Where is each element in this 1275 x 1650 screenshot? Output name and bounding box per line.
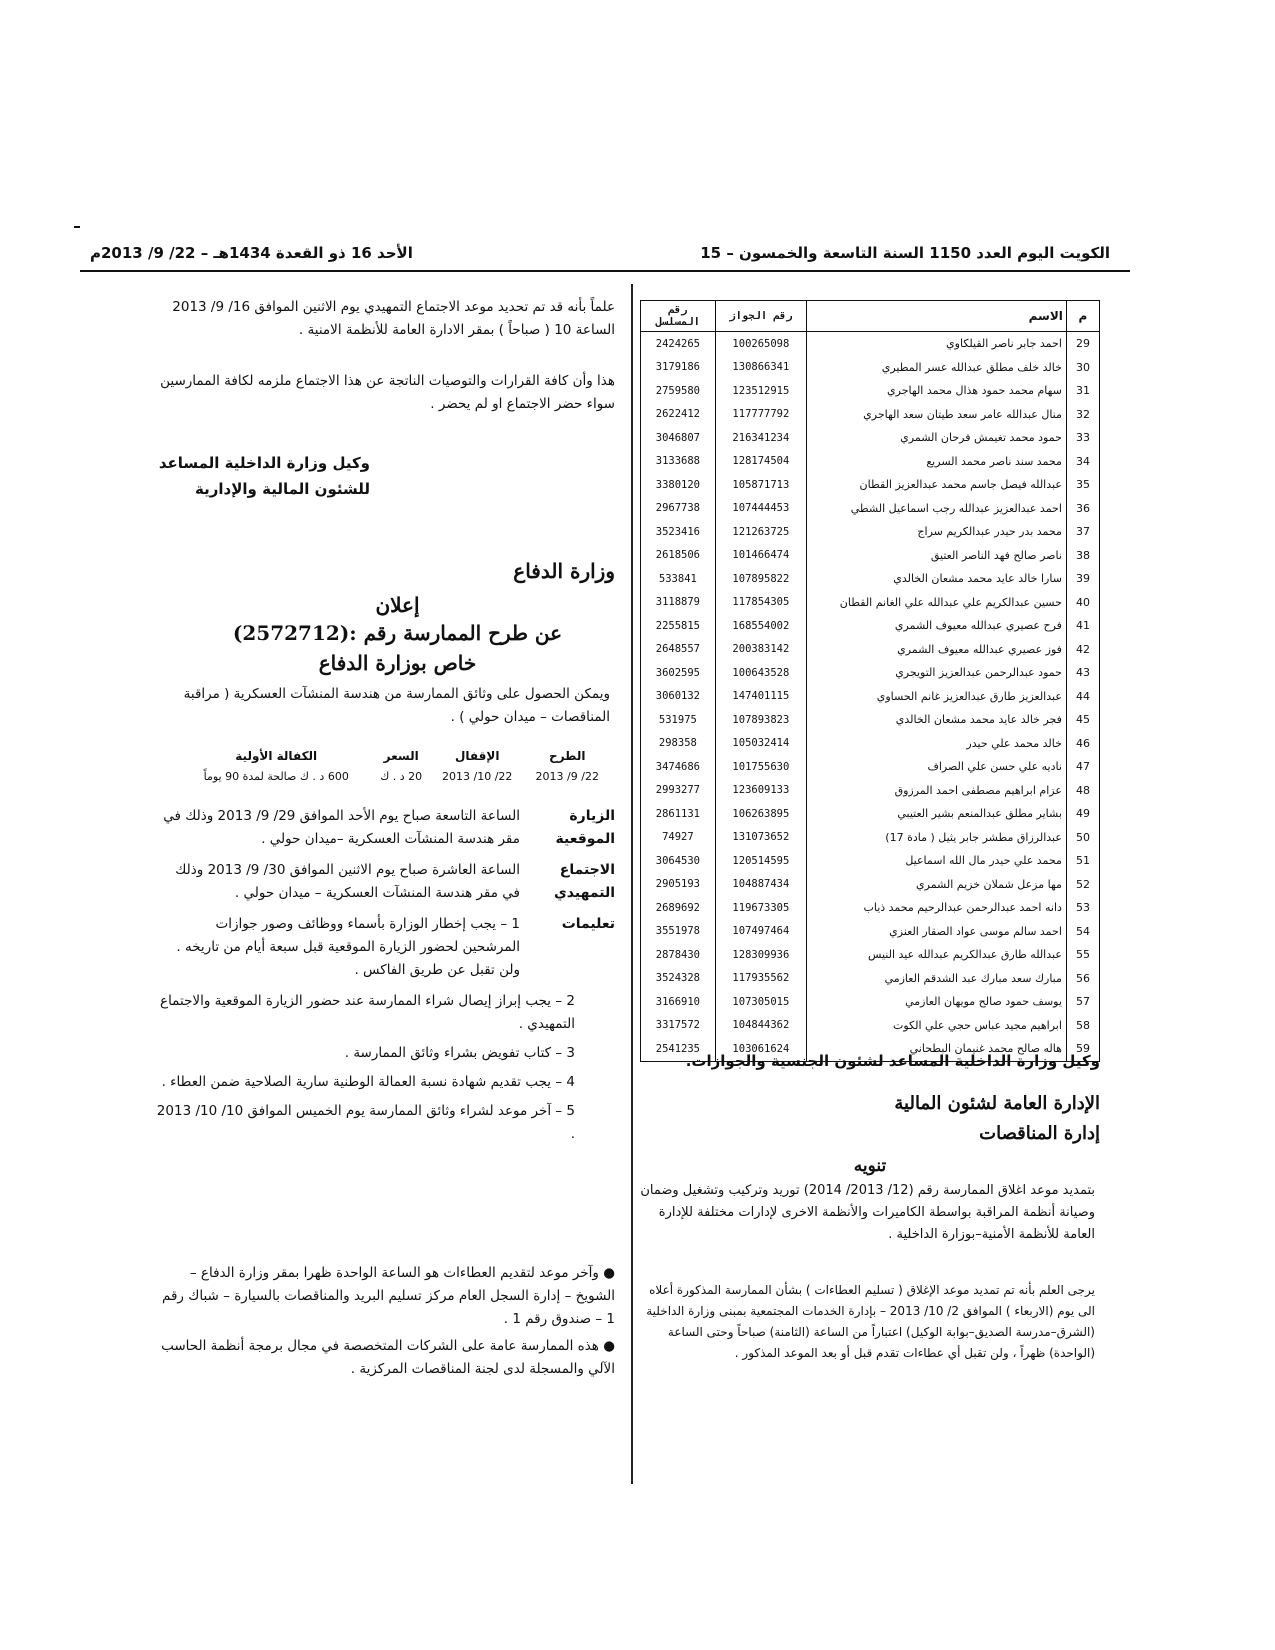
row-number: 49 [1066, 802, 1099, 826]
row-name: سارا خالد عايد محمد مشعان الخالدي [807, 567, 1067, 591]
row-serial: 3602595 [641, 661, 716, 685]
row-number: 43 [1066, 661, 1099, 685]
row-serial: 3179186 [641, 356, 716, 380]
notice-paragraph-2: يرجى العلم بأنه تم تمديد موعد الإغلاق ( تسليم العطاءات ) بشأن الممارسة المذكورة أعلاه الى يوم (الاربعاء ) الموافق 2/ 10/ 2013 – بإدارة الخدمات المجتمعية بمبنى وزارة الداخلية (الشرق–مدرسة الصديق–بوابة الوكيل) اعتباراً من الساعة (الثامنة) صباحاً وحتى الساعة (الواحدة) ظهراً ، ولن تقبل أي عطاءات تقدم قبل أو بعد الموعد المذكور . [646, 1283, 1095, 1360]
prebid-meeting-item [155, 859, 615, 905]
row-number: 29 [1066, 332, 1099, 356]
instructions-item [155, 913, 615, 982]
table-row [641, 403, 1100, 427]
row-name: ناديه علي حسن علي الصراف [807, 755, 1067, 779]
row-number: 57 [1066, 990, 1099, 1014]
row-civil-id: 100265098 [715, 332, 806, 356]
row-name: ناصر صالح فهد الناصر العتيق [807, 544, 1067, 568]
row-number: 30 [1066, 356, 1099, 380]
row-serial: 3064530 [641, 849, 716, 873]
notice-paragraph-1: بتمديد موعد اغلاق الممارسة رقم (12/ 2013/ 2014) توريد وتركيب وتشغيل وضمان وصيانة أنظمة المراقبة بواسطة الكاميرات والأنظمة الاخرى لإدارات مختلفة للإدارة العامة للأنظمة الأمنية–بوزارة الداخلية . [640, 1183, 1095, 1242]
announcement-body: ويمكن الحصول على وثائق الممارسة من هندسة المنشآت العسكرية ( مراقبة المناقصات – ميدان حولي ) . [183, 686, 610, 725]
table-row [641, 661, 1100, 685]
row-serial: 3524328 [641, 967, 716, 991]
row-name: يوسف حمود صالح مويهان العازمي [807, 990, 1067, 1014]
dept-finance: الإدارة العامة لشئون المالية [894, 1093, 1100, 1114]
table-row [641, 849, 1100, 873]
table-row [641, 473, 1100, 497]
row-civil-id: 105032414 [715, 732, 806, 756]
row-number: 52 [1066, 873, 1099, 897]
row-name: حمود عبدالرحمن عبدالعزيز التويجري [807, 661, 1067, 685]
row-civil-id: 101466474 [715, 544, 806, 568]
row-name: حسين عبدالكريم علي عبدالله علي الغانم القطان [807, 591, 1067, 615]
notice-title: تنويه [853, 1156, 887, 1176]
table-row [641, 943, 1100, 967]
header-issue: الكويت اليوم العدد 1150 السنة التاسعة والخمسون – 15 [700, 244, 1110, 262]
meta-bond-label: الكفالة الأولية [235, 749, 318, 763]
row-civil-id: 105871713 [715, 473, 806, 497]
row-serial: 2648557 [641, 638, 716, 662]
row-serial: 2622412 [641, 403, 716, 427]
row-name: عزام ابراهيم مصطفى احمد المرزوق [807, 779, 1067, 803]
row-name: فجر خالد عايد محمد مشعان الخالدي [807, 708, 1067, 732]
closing-bullet-1: ● وآخر موعد لتقديم العطاءات هو الساعة الواحدة ظهرا بمقر وزارة الدفاع – الشويخ – إدارة السجل العام مركز تسليم البريد والمناقصات بالسيارة – شباك رقم 1 – صندوق رقم 1 . [161, 1265, 615, 1327]
site-visit-text: الساعة التاسعة صباح يوم الأحد الموافق 29/ 9/ 2013 وذلك في مقر هندسة المنشآت العسكرية –ميدان حولي . [163, 808, 520, 847]
row-number: 36 [1066, 497, 1099, 521]
row-name: فوز عصيري عبدالله معيوف الشمري [807, 638, 1067, 662]
table-row [641, 567, 1100, 591]
row-number: 39 [1066, 567, 1099, 591]
prebid-meeting-text: الساعة العاشرة صباح يوم الاثنين الموافق 30/ 9/ 2013 وذلك في مقر هندسة المنشآت العسكرية – ميدان حولي . [175, 862, 520, 901]
row-civil-id: 128309936 [715, 943, 806, 967]
signature-line-2: للشئون المالية والإدارية [195, 480, 370, 498]
table-row [641, 990, 1100, 1014]
row-civil-id: 101755630 [715, 755, 806, 779]
row-civil-id: 216341234 [715, 426, 806, 450]
row-serial: 533841 [641, 567, 716, 591]
ministry-title: وزارة الدفاع [513, 559, 615, 583]
site-visit-label: الزيارة الموقعية [555, 808, 615, 847]
row-civil-id: 147401115 [715, 685, 806, 709]
row-name: ابراهيم مجيد عباس حجي علي الكوت [807, 1014, 1067, 1038]
row-civil-id: 106263895 [715, 802, 806, 826]
table-row [641, 708, 1100, 732]
row-civil-id: 130866341 [715, 356, 806, 380]
table-row [641, 1014, 1100, 1038]
row-number: 31 [1066, 379, 1099, 403]
row-number: 41 [1066, 614, 1099, 638]
row-number: 56 [1066, 967, 1099, 991]
row-serial: 3133688 [641, 450, 716, 474]
row-number: 42 [1066, 638, 1099, 662]
row-name: بشاير مطلق عبدالمنعم بشير العتيبي [807, 802, 1067, 826]
row-civil-id: 104844362 [715, 1014, 806, 1038]
row-name: خالد خلف مطلق عبدالله عسر المطيري [807, 356, 1067, 380]
row-number: 40 [1066, 591, 1099, 615]
row-number: 50 [1066, 826, 1099, 850]
header-civil-id: رقم الجواز [715, 301, 806, 332]
instruction-5: 5 – آخر موعد لشراء وثائق الممارسة يوم الخميس الموافق 10/ 10/ 2013 . [156, 1103, 575, 1142]
table-row [641, 520, 1100, 544]
row-serial: 74927 [641, 826, 716, 850]
row-name: دانه احمد عبدالرحمن عبدالرحيم محمد ذياب [807, 896, 1067, 920]
row-civil-id: 117854305 [715, 591, 806, 615]
row-serial: 3551978 [641, 920, 716, 944]
prebid-meeting-label: الاجتماع التمهيدي [553, 862, 615, 901]
row-name: عبدالله فيصل جاسم محمد عبدالعزيز القطان [807, 473, 1067, 497]
table-row [641, 426, 1100, 450]
row-serial: 3523416 [641, 520, 716, 544]
table-row [641, 379, 1100, 403]
table-row [641, 755, 1100, 779]
row-serial: 3474686 [641, 755, 716, 779]
meta-price-label: السعر [383, 749, 419, 763]
instruction-2: 2 – يجب إبراز إيصال شراء الممارسة عند حضور الزيارة الموقعية والاجتماع التمهيدي . [160, 993, 575, 1032]
row-number: 55 [1066, 943, 1099, 967]
header-name: الاسم [807, 301, 1067, 332]
row-serial: 2861131 [641, 802, 716, 826]
row-serial: 2618506 [641, 544, 716, 568]
table-body [641, 332, 1100, 1062]
table-row [641, 779, 1100, 803]
row-number: 53 [1066, 896, 1099, 920]
site-visit-item [155, 805, 615, 851]
row-civil-id: 117935562 [715, 967, 806, 991]
row-name: فرح عصيري عبدالله معيوف الشمري [807, 614, 1067, 638]
meta-offering-value: 22/ 9/ 2013 [535, 770, 599, 783]
tender-owner: خاص بوزارة الدفاع [318, 651, 477, 675]
instruction-3: 3 – كتاب تفويض بشراء وثائق الممارسة . [344, 1045, 575, 1061]
meta-offering-label: الطرح [549, 749, 586, 763]
instruction-1: 1 – يجب إخطار الوزارة بأسماء ووظائف وصور جوازات المرشحين لحضور الزيارة الموقعية قبل سبعة أيام من تاريخه . ولن تقبل عن طريق الفاكس . [176, 916, 520, 978]
row-civil-id: 168554002 [715, 614, 806, 638]
table-row [641, 732, 1100, 756]
row-serial: 2967738 [641, 497, 716, 521]
meta-bond-value: 600 د . ك صالحة لمدة 90 يوماً [203, 770, 349, 783]
row-serial: 2878430 [641, 943, 716, 967]
meta-closing-value: 22/ 10/ 2013 [442, 770, 513, 783]
table-row [641, 450, 1100, 474]
row-name: محمد علي حيدر مال الله اسماعيل [807, 849, 1067, 873]
row-number: 58 [1066, 1014, 1099, 1038]
table-row [641, 873, 1100, 897]
row-civil-id: 104887434 [715, 873, 806, 897]
row-number: 45 [1066, 708, 1099, 732]
table-row [641, 638, 1100, 662]
table-row [641, 920, 1100, 944]
table-row [641, 826, 1100, 850]
row-civil-id: 103061624 [715, 1037, 806, 1061]
instruction-4: 4 – يجب تقديم شهادة نسبة العمالة الوطنية سارية الصلاحية ضمن العطاء . [161, 1074, 575, 1090]
row-serial: 2255815 [641, 614, 716, 638]
row-name: احمد سالم موسى عواد الصقار العنزي [807, 920, 1067, 944]
announcement-heading: إعلان [375, 593, 420, 617]
tender-meta [180, 748, 610, 784]
nationality-signature: وكيل وزارة الداخلية المساعد لشئون الجنسية والجوازات. [685, 1052, 1100, 1070]
row-civil-id: 131073652 [715, 826, 806, 850]
margin-tick [74, 226, 80, 228]
column-divider [631, 284, 633, 1484]
header-serial: رقم المسلسل [641, 301, 716, 332]
row-number: 38 [1066, 544, 1099, 568]
row-number: 37 [1066, 520, 1099, 544]
row-civil-id: 120514595 [715, 849, 806, 873]
table-row [641, 497, 1100, 521]
row-civil-id: 123512915 [715, 379, 806, 403]
dept-tenders: إدارة المناقصات [979, 1123, 1100, 1144]
row-serial: 3118879 [641, 591, 716, 615]
row-number: 54 [1066, 920, 1099, 944]
table-row [641, 356, 1100, 380]
row-name: حمود محمد تغيمش فرحان الشمري [807, 426, 1067, 450]
row-serial: 3317572 [641, 1014, 716, 1038]
instructions-label: تعليمات [561, 916, 615, 932]
tender-number: عن طرح الممارسة رقم :(2572712) [232, 621, 563, 645]
row-name: خالد محمد علي حيدر [807, 732, 1067, 756]
row-number: 51 [1066, 849, 1099, 873]
row-civil-id: 117777792 [715, 403, 806, 427]
row-serial: 2541235 [641, 1037, 716, 1061]
row-civil-id: 107444453 [715, 497, 806, 521]
row-name: عبدالله طارق عبدالكريم عبدالله عيد النيس [807, 943, 1067, 967]
table-row [641, 591, 1100, 615]
table-row [641, 802, 1100, 826]
row-name: عبدالعزيز طارق عبدالعزيز غانم الحساوي [807, 685, 1067, 709]
row-serial: 2689692 [641, 896, 716, 920]
closing-bullet-2: ● هذه الممارسة عامة على الشركات المتخصصة في مجال برمجة أنظمة الحاسب الآلي والمسجلة لدى لجنة المناقصات المركزية . [161, 1338, 615, 1377]
row-civil-id: 107305015 [715, 990, 806, 1014]
instructions-list [155, 805, 615, 1152]
row-civil-id: 200383142 [715, 638, 806, 662]
table-row [641, 896, 1100, 920]
table-row [641, 544, 1100, 568]
meta-closing-label: الإقفال [454, 749, 500, 763]
row-name: احمد عبدالعزيز عبدالله رجب اسماعيل الشطي [807, 497, 1067, 521]
row-number: 47 [1066, 755, 1099, 779]
row-serial: 298358 [641, 732, 716, 756]
row-name: عبدالرزاق مطشر جابر يثيل ( مادة 17) [807, 826, 1067, 850]
row-name: هاله صالح محمد غنيمان البطحاني [807, 1037, 1067, 1061]
row-name: محمد سند ناصر محمد السريع [807, 450, 1067, 474]
row-serial: 3166910 [641, 990, 716, 1014]
row-serial: 2993277 [641, 779, 716, 803]
row-name: مها مزعل شملان خزيم الشمري [807, 873, 1067, 897]
row-name: منال عبدالله عامر سعد طيتان سعد الهاجري [807, 403, 1067, 427]
row-serial: 531975 [641, 708, 716, 732]
row-civil-id: 107497464 [715, 920, 806, 944]
row-civil-id: 107893823 [715, 708, 806, 732]
row-name: محمد بدر حيدر عبدالكريم سراج [807, 520, 1067, 544]
header-no: م [1066, 301, 1099, 332]
row-number: 46 [1066, 732, 1099, 756]
table-row [641, 614, 1100, 638]
row-number: 35 [1066, 473, 1099, 497]
header-rule [80, 270, 1130, 272]
row-number: 44 [1066, 685, 1099, 709]
row-number: 32 [1066, 403, 1099, 427]
row-number: 33 [1066, 426, 1099, 450]
row-name: مبارك سعد مبارك عبد الشدقم العازمي [807, 967, 1067, 991]
row-number: 48 [1066, 779, 1099, 803]
names-table [640, 300, 1100, 1062]
row-serial: 2759580 [641, 379, 716, 403]
row-civil-id: 123609133 [715, 779, 806, 803]
row-civil-id: 100643528 [715, 661, 806, 685]
row-serial: 2905193 [641, 873, 716, 897]
signature-line-1: وكيل وزارة الداخلية المساعد [158, 454, 370, 472]
row-name: احمد جابر ناصر القيلكاوي [807, 332, 1067, 356]
row-number: 59 [1066, 1037, 1099, 1061]
row-civil-id: 121263725 [715, 520, 806, 544]
row-serial: 3046807 [641, 426, 716, 450]
intro-paragraph-2: هذا وأن كافة القرارات والتوصيات الناتجة عن هذا الاجتماع ملزمه لكافة الممارسين سواء حضر الاجتماع او لم يحضر . [160, 373, 615, 412]
row-serial: 3060132 [641, 685, 716, 709]
row-civil-id: 107895822 [715, 567, 806, 591]
table-row [641, 685, 1100, 709]
row-serial: 2424265 [641, 332, 716, 356]
row-serial: 3380120 [641, 473, 716, 497]
row-civil-id: 119673305 [715, 896, 806, 920]
row-name: سهام محمد حمود هذال محمد الهاجري [807, 379, 1067, 403]
table-row [641, 967, 1100, 991]
table-row [641, 332, 1100, 356]
header-date: الأحد 16 ذو القعدة 1434هـ – 22/ 9/ 2013م [90, 244, 413, 262]
table-header-row [641, 301, 1100, 332]
meta-price-value: 20 د . ك [380, 770, 423, 783]
row-civil-id: 128174504 [715, 450, 806, 474]
row-number: 34 [1066, 450, 1099, 474]
intro-paragraph-1: علماً بأنه قد تم تحديد موعد الاجتماع التمهيدي يوم الاثنين الموافق 16/ 9/ 2013 الساعة 10 ( صباحاً ) بمقر الادارة العامة للأنظمة الامنية . [172, 299, 615, 338]
